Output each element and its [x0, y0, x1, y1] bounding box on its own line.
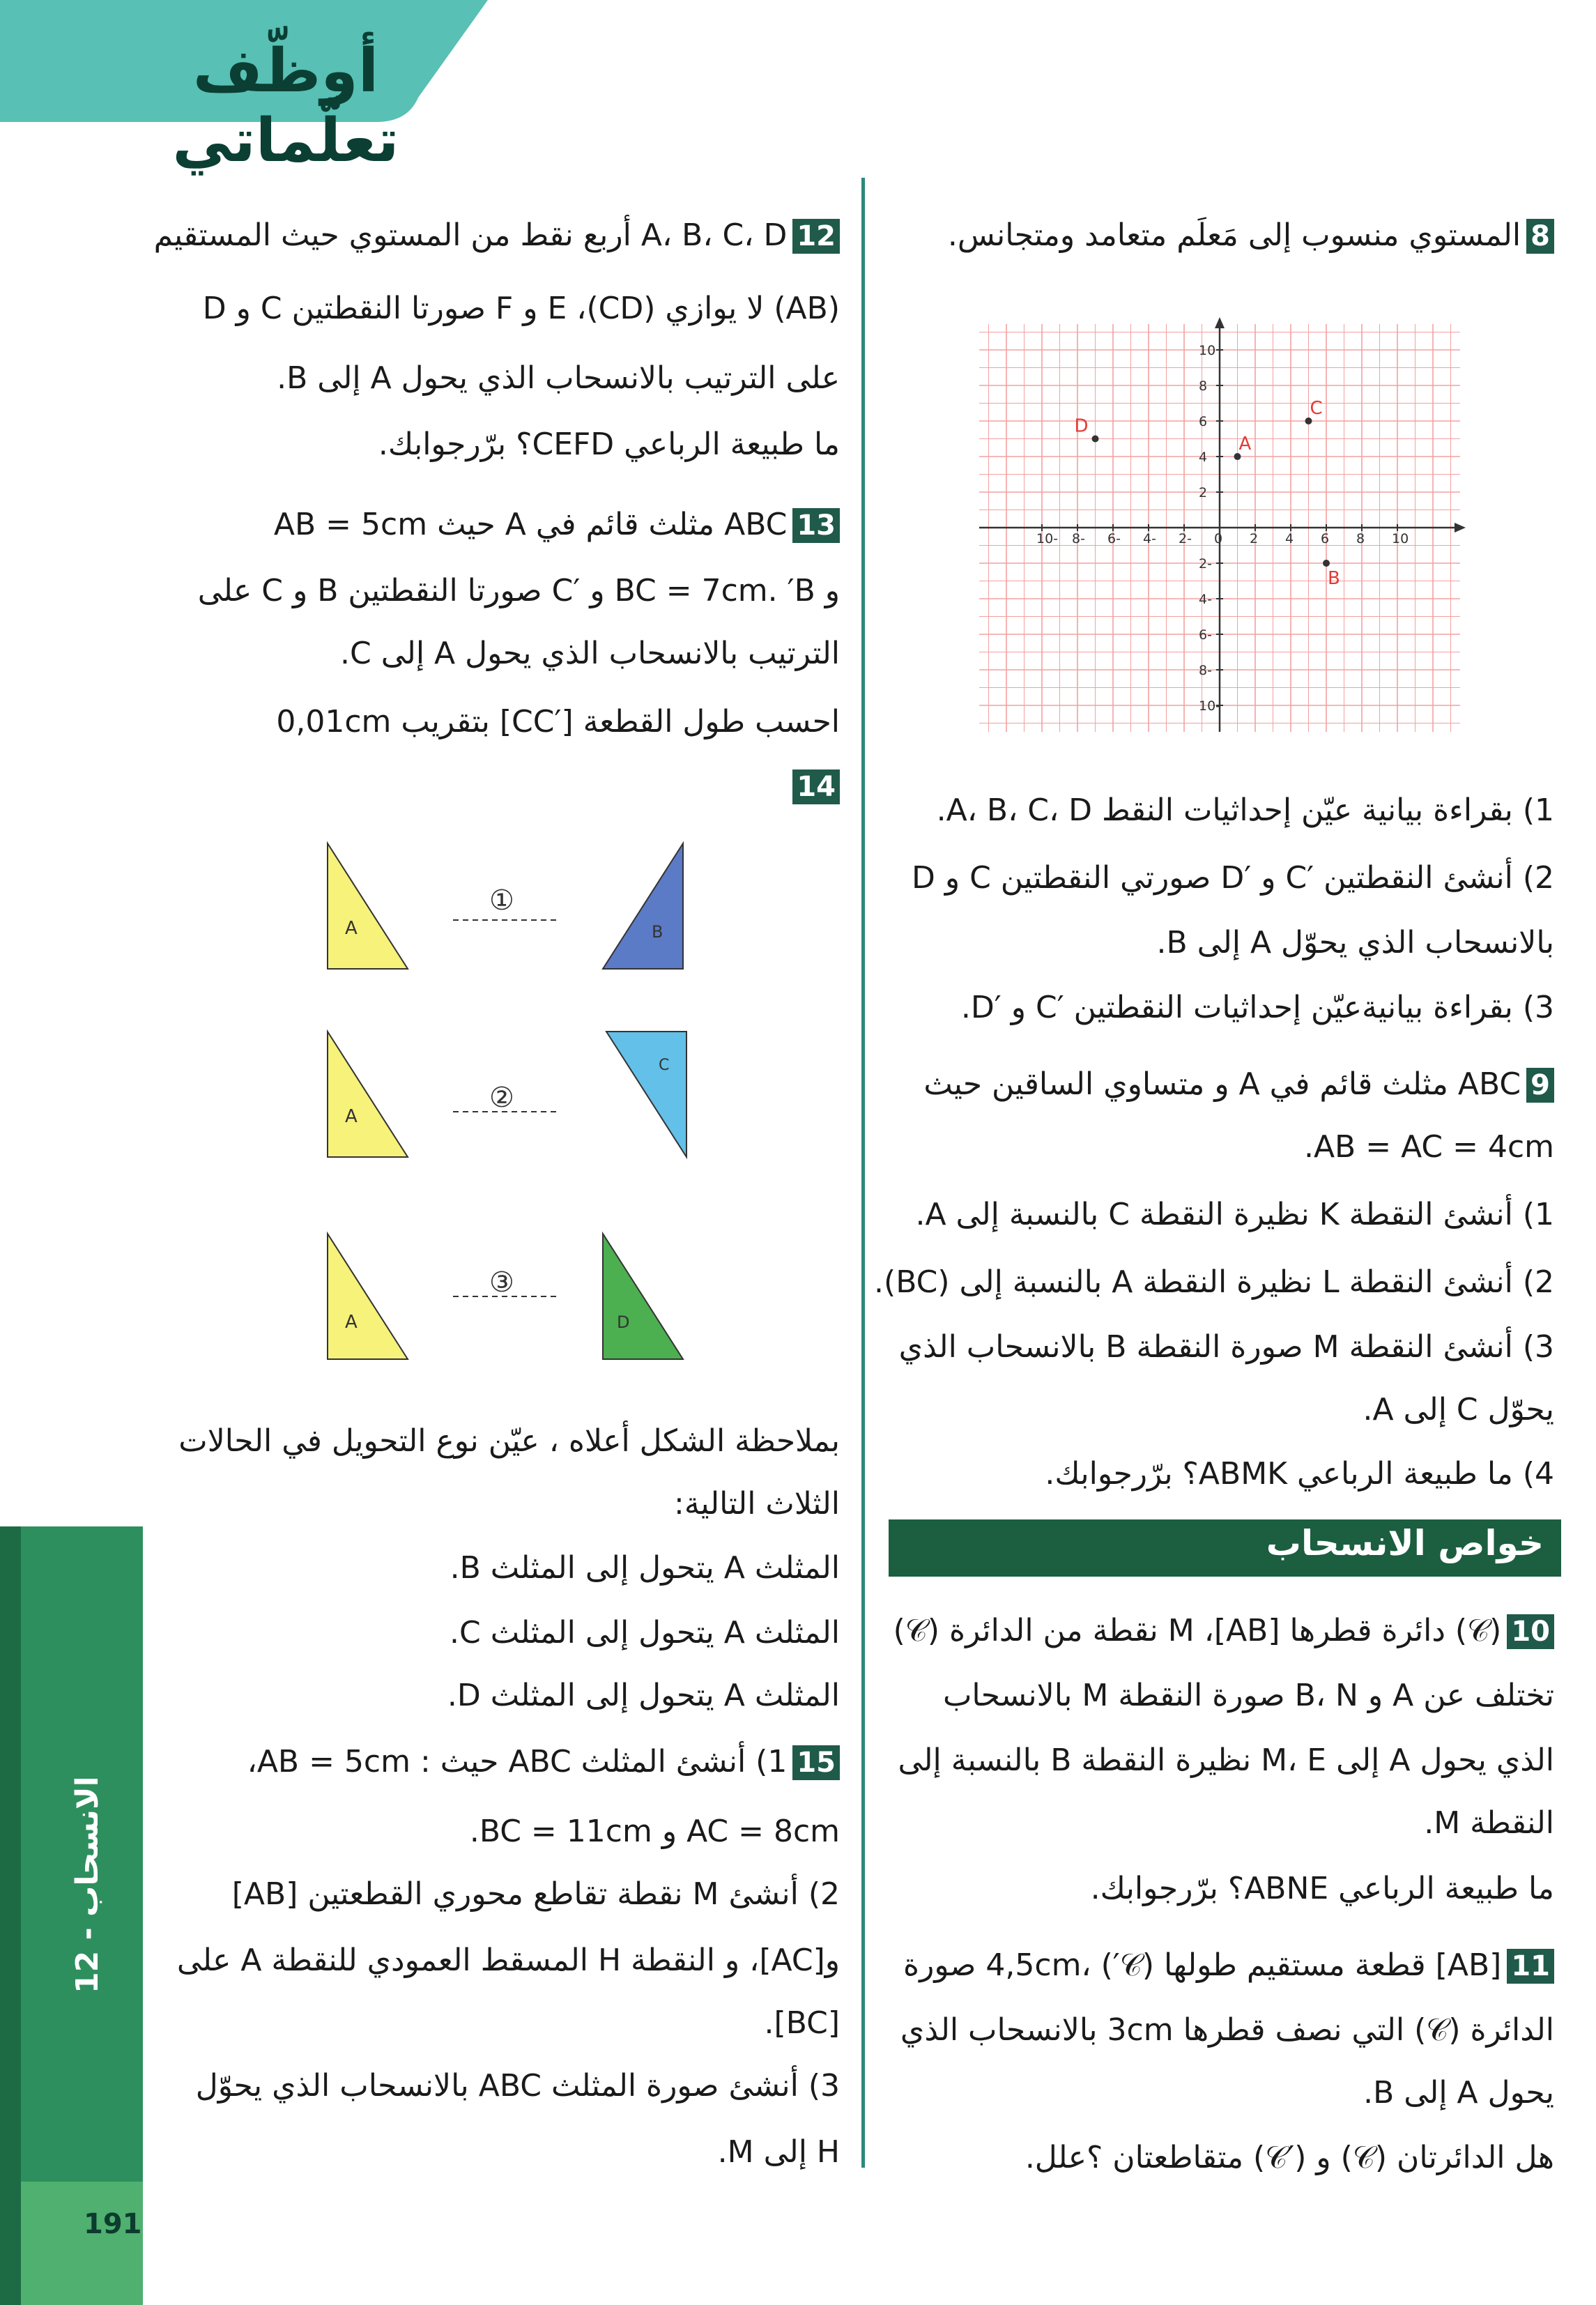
x-tick-label: 4 — [1285, 531, 1294, 546]
x-tick-label: 10 — [1392, 531, 1409, 546]
exercise-9-line2: AB = AC = 4cm. — [1303, 1129, 1554, 1165]
exercise-8-q2: 2) أنشئ النقطتين ′C و ′D صورتي النقطتين C و D — [911, 860, 1554, 896]
exercise-13-intro — [274, 505, 840, 544]
exercise-11-line2: الدائرة (𝒞) التي نصف قطرها 3cm بالانسحاب الذي — [900, 2012, 1554, 2048]
x-tick-label: 2 — [1250, 531, 1259, 546]
page-number: 191 — [84, 2208, 142, 2240]
exercise-10-line2: تختلف عن A و B، N صورة النقطة M بالانسحاب — [942, 1678, 1554, 1713]
y-tick-label: 10- — [1199, 698, 1221, 714]
exercise-text: ABC مثلث قائم في A و متساوي الساقين حيث — [923, 1066, 1521, 1102]
exercise-number: 13 — [792, 508, 840, 543]
triangle-b-label: B — [652, 922, 663, 942]
exercise-11-line4: هل الدائرتان (𝒞) و (′𝒞) متقاطعتان ؟علل. — [1025, 2140, 1554, 2175]
x-tick-label: 6- — [1107, 531, 1121, 546]
exercise-9-q2: 2) أنشئ النقطة L نظيرة النقطة A بالنسبة إلى (BC). — [874, 1264, 1554, 1300]
exercise-15-line5: [BC]. — [764, 2005, 840, 2041]
exercise-text: المستوي منسوب إلى مَعلَم متعامد ومتجانس. — [947, 217, 1521, 253]
exercise-15-line4: و[AC]، و النقطة H المسقط العمودي للنقطة A على — [176, 1943, 840, 1978]
exercise-10-intro — [893, 1611, 1554, 1651]
exercise-12-line2: (AB) لا يوازي (CD)، E و F صورتا النقطتين C و D — [202, 291, 840, 326]
exercise-8-intro — [948, 216, 1554, 255]
exercise-9-q1: 1) أنشئ النقطة K نظيرة النقطة C بالنسبة إلى A. — [915, 1197, 1554, 1232]
y-tick-label: 6- — [1199, 627, 1212, 643]
case-marker-3: ③ — [489, 1266, 514, 1299]
y-tick-label: 2- — [1199, 556, 1212, 572]
x-axis-arrow — [1455, 523, 1466, 533]
exercise-text: (𝒞) دائرة قطرها [AB]، M نقطة من الدائرة (𝒞) — [893, 1613, 1502, 1648]
exercise-9-intro — [923, 1065, 1554, 1104]
triangle-d — [603, 1234, 683, 1359]
coordinate-grid — [972, 317, 1467, 739]
triangle-a-3 — [328, 1234, 408, 1359]
exercise-8-q3: 3) بقراءة بيانيةعيّن إحداثيات النقطتين ′C و ′D. — [960, 990, 1554, 1025]
point-label-a: A — [1238, 434, 1252, 454]
exercise-15-line7: H إلى M. — [717, 2134, 840, 2170]
y-tick-label: 10 — [1199, 343, 1216, 358]
exercise-11-intro — [903, 1946, 1554, 1985]
y-tick-label: 4- — [1199, 592, 1212, 607]
point-b — [1323, 560, 1330, 567]
y-tick-label: 8 — [1199, 378, 1208, 394]
column-divider — [861, 178, 865, 2168]
exercise-text: [AB] قطعة مستقيم طولها 4,5cm، (′𝒞) صورة — [903, 1947, 1502, 1983]
exercise-9-q3-cont: يحوّل C إلى A. — [1363, 1392, 1554, 1427]
triangle-a-2 — [328, 1032, 408, 1157]
x-tick-label: 8 — [1356, 531, 1365, 546]
exercise-13-line2: و BC = 7cm. ′B و ′C صورتا النقطتين B و C على — [197, 573, 840, 608]
exercise-15-intro — [247, 1743, 840, 1782]
point-label-d: D — [1074, 415, 1089, 437]
triangles-figure — [307, 829, 739, 1373]
triangle-a-3-label: A — [345, 1312, 358, 1333]
y-axis-arrow — [1215, 317, 1225, 328]
point-label-b: B — [1328, 568, 1340, 589]
x-tick-label: 4- — [1143, 531, 1156, 546]
exercise-10-line3: الذي يحول A إلى M، E نظيرة النقطة B بالنسبة إلى — [898, 1743, 1554, 1778]
point-d — [1092, 436, 1099, 443]
exercise-number: 15 — [792, 1745, 840, 1780]
exercise-14-case-1: المثلث A يتحول إلى المثلث B. — [450, 1550, 840, 1586]
exercise-14-case-2: المثلث A يتحول إلى المثلث C. — [450, 1615, 840, 1651]
exercise-10-line4: النقطة M. — [1424, 1805, 1554, 1841]
triangle-a-1 — [328, 843, 408, 969]
triangle-c-label: C — [659, 1057, 670, 1074]
exercise-10-line5: ما طبيعة الرباعي ABNE؟ برّرجوابك. — [1090, 1871, 1554, 1906]
y-tick-label: 8- — [1199, 663, 1212, 678]
case-marker-2: ② — [489, 1082, 514, 1114]
case-marker-1: ① — [489, 885, 514, 917]
x-tick-label: 10- — [1036, 531, 1059, 546]
section-title: خواص الانسحاب — [1266, 1523, 1544, 1563]
exercise-14-number — [787, 767, 840, 806]
exercise-13-line4: احسب طول القطعة [′CC] بتقريب 0,01cm — [276, 704, 840, 740]
y-tick-label: 6 — [1199, 414, 1208, 429]
exercise-number: 14 — [792, 769, 840, 804]
exercise-15-line3: 2) أنشئ M نقطة تقاطع محوري القطعتين [AB] — [231, 1876, 840, 1912]
exercise-9-q4: 4) ما طبيعة الرباعي ABMK؟ برّرجوابك. — [1045, 1456, 1554, 1492]
exercise-11-line3: يحول A إلى B. — [1363, 2075, 1554, 2111]
exercise-12-line4: ما طبيعة الرباعي CEFD؟ برّرجوابك. — [378, 427, 840, 462]
exercise-9-q3: 3) أنشئ النقطة M صورة النقطة B بالانسحاب الذي — [898, 1329, 1554, 1365]
exercise-13-line3: الترتيب بالانسحاب الذي يحول A إلى C. — [340, 636, 840, 671]
exercise-15-line6: 3) أنشئ صورة المثلث ABC بالانسحاب الذي يحوّل — [195, 2068, 840, 2104]
exercise-number: 10 — [1507, 1614, 1554, 1649]
triangle-d-label: D — [617, 1312, 630, 1332]
x-tick-label: 2- — [1179, 531, 1192, 546]
x-tick-label: 0 — [1214, 531, 1223, 546]
triangle-c — [606, 1032, 686, 1157]
triangle-a-2-label: A — [345, 1106, 358, 1127]
x-tick-label: 6 — [1321, 531, 1330, 546]
exercise-8-q2-cont: بالانسحاب الذي يحوّل A إلى B. — [1156, 925, 1554, 960]
y-tick-label: 4 — [1199, 450, 1208, 465]
x-tick-label: 8- — [1072, 531, 1085, 546]
exercise-text: ABC مثلث قائم في A حيث AB = 5cm — [273, 507, 788, 542]
exercise-15-line2: AC = 8cm و BC = 11cm. — [469, 1814, 840, 1849]
exercise-12-intro — [154, 216, 840, 255]
page-title: أوظّف تعلّماتي — [172, 36, 399, 176]
exercise-number: 11 — [1507, 1949, 1554, 1984]
point-label-c: C — [1310, 398, 1323, 419]
exercise-text: A، B، C، D أربع نقط من المستوي حيث المستقيم — [153, 217, 788, 253]
triangle-b — [603, 843, 683, 969]
chapter-label: 12 - الانسحاب — [70, 1776, 105, 1993]
triangle-a-1-label: A — [345, 918, 358, 939]
exercise-number: 8 — [1526, 219, 1554, 254]
exercise-14-line1: بملاحظة الشكل أعلاه ، عيّن نوع التحويل في الحالات — [178, 1423, 840, 1459]
y-tick-label: 2 — [1199, 485, 1208, 500]
exercise-number: 12 — [792, 219, 840, 254]
exercise-14-line2: الثلاث التالية: — [674, 1486, 840, 1522]
exercise-text: 1) أنشئ المثلث ABC حيث : AB = 5cm، — [247, 1744, 788, 1779]
exercise-12-line3: على الترتيب بالانسحاب الذي يحول A إلى B. — [277, 360, 840, 396]
exercise-number: 9 — [1526, 1068, 1554, 1103]
exercise-14-case-3: المثلث A يتحول إلى المثلث D. — [447, 1678, 840, 1713]
exercise-8-q1: 1) بقراءة بيانية عيّن إحداثيات النقط A، B، C، D. — [936, 792, 1554, 828]
